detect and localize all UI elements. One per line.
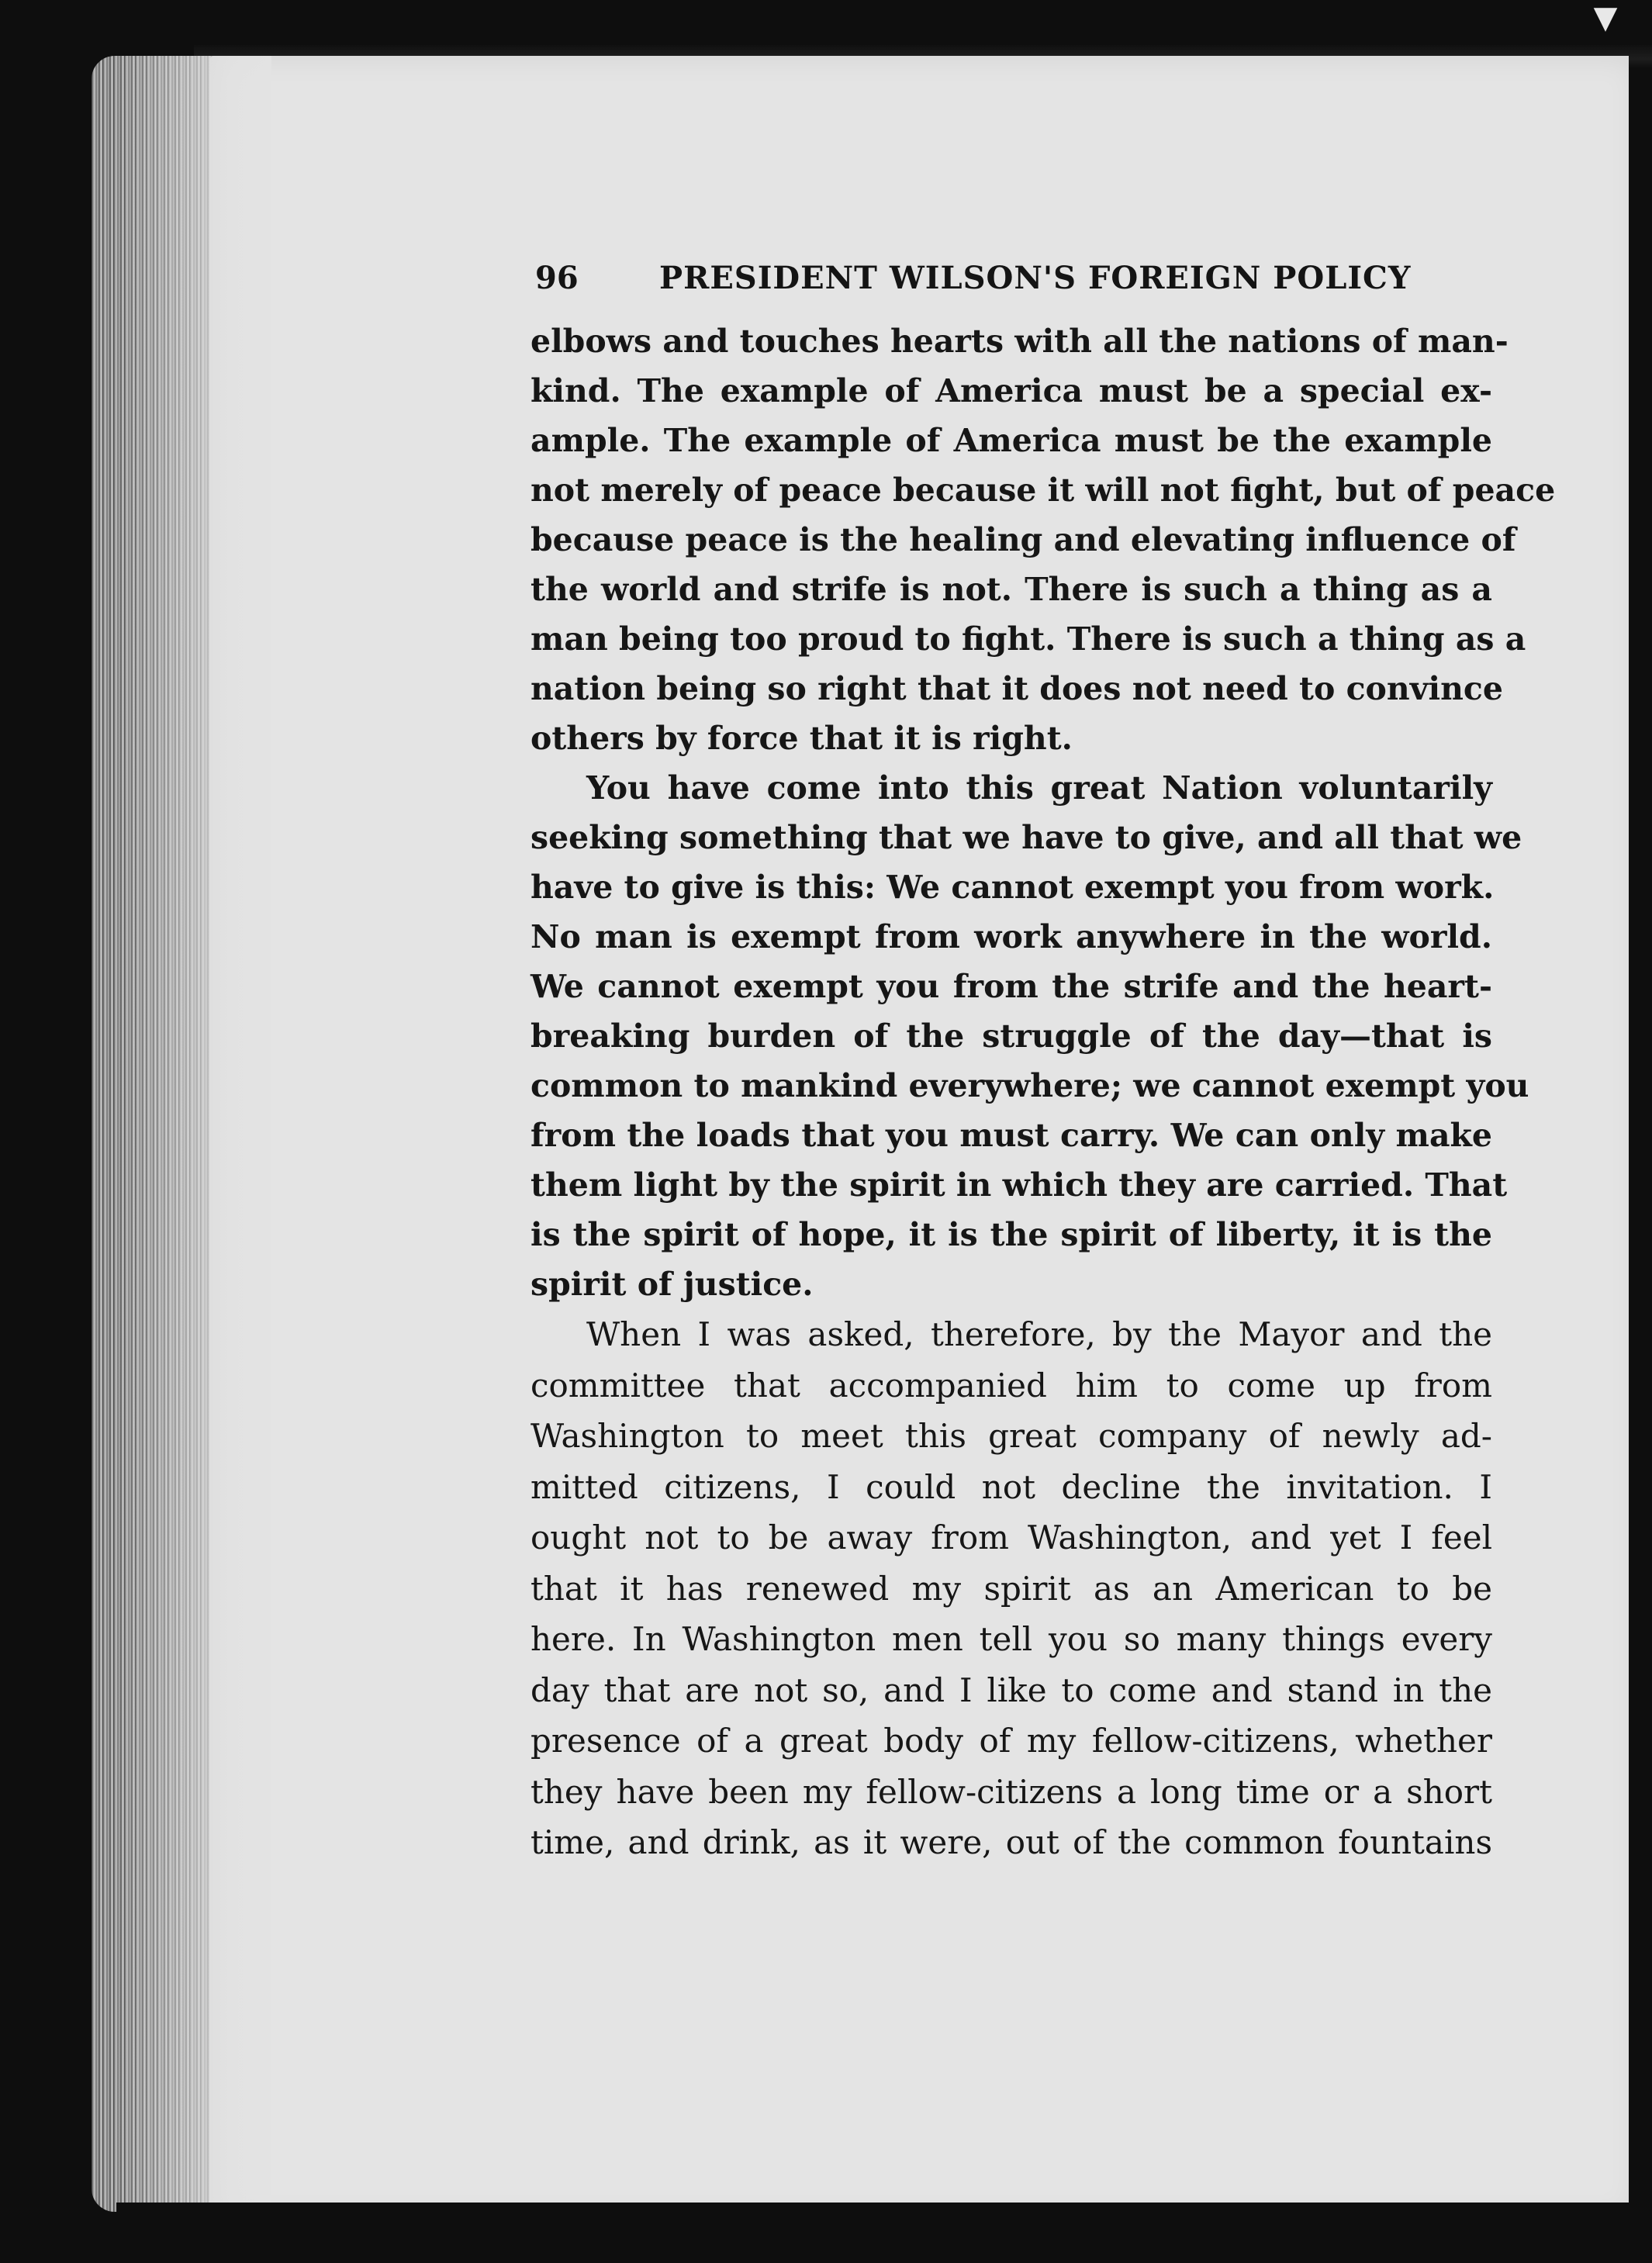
text-line: spirit of justice. <box>531 1266 814 1303</box>
text-line: We cannot exempt you from the strife and the heart- <box>531 968 1492 1005</box>
text-line: from the loads that you must carry. We can only make <box>531 1117 1492 1154</box>
text-line: presence of a great body of my fellow-citizens, whether <box>531 1722 1492 1760</box>
text-line: No man is exempt from work anywhere in the world. <box>531 918 1492 955</box>
text-line: because peace is the healing and elevating influence of <box>531 521 1516 558</box>
bottom-shadow <box>116 2203 1652 2263</box>
text-line: here. In Washington men tell you so many things every <box>531 1620 1492 1658</box>
text-line: common to mankind everywhere; we cannot exempt you <box>531 1067 1529 1104</box>
text-line: elbows and touches hearts with all the nations of man- <box>531 323 1509 360</box>
running-header <box>535 260 1489 306</box>
text-line: is the spirit of hope, it is the spirit of liberty, it is the <box>531 1216 1492 1253</box>
corner-artifact-icon: ▼ <box>1593 0 1618 36</box>
text-line: have to give is this: We cannot exempt you from work. <box>531 869 1495 906</box>
text-line: that it has renewed my spirit as an American to be <box>531 1569 1492 1608</box>
paragraph-1 <box>531 316 1556 763</box>
text-line: man being too proud to fight. There is such a thing as a <box>531 620 1526 658</box>
paragraph-2 <box>531 763 1529 1309</box>
text-line: time, and drink, as it were, out of the common fountains <box>531 1823 1492 1861</box>
text-line: breaking burden of the struggle of the day—that is <box>531 1017 1492 1055</box>
text-line: day that are not so, and I like to come and stand in the <box>531 1670 1492 1709</box>
text-line: not merely of peace because it will not fight, but of peace <box>531 472 1556 509</box>
text-line: ought not to be away from Washington, and yet I feel <box>531 1518 1492 1556</box>
text-line: others by force that it is right. <box>531 720 1073 757</box>
text-line: mitted citizens, I could not decline the invitation. I <box>531 1467 1492 1506</box>
running-title: PRESIDENT WILSON'S FOREIGN POLICY <box>659 260 1412 296</box>
text-line: the world and strife is not. There is such a thing as a <box>531 571 1492 608</box>
text-line: ample. The example of America must be the example <box>531 422 1492 459</box>
text-line: seeking something that we have to give, and all that we <box>531 819 1522 856</box>
text-line: nation being so right that it does not need to convince <box>531 670 1503 707</box>
text-line: You have come into this great Nation voluntarily <box>586 769 1492 807</box>
text-line: kind. The example of America must be a special ex- <box>531 372 1492 409</box>
body-text <box>531 316 1556 1868</box>
text-line: committee that accompanied him to come up from <box>531 1366 1492 1404</box>
text-line: Washington to meet this great company of newly ad- <box>531 1417 1492 1455</box>
text-line: they have been my fellow-citizens a long time or a short <box>531 1772 1492 1811</box>
page-number: 96 <box>535 260 579 296</box>
text-line: When I was asked, therefore, by the Mayor and the <box>586 1315 1492 1353</box>
page-edge-fade <box>116 56 271 2212</box>
text-line: them light by the spirit in which they are carried. That <box>531 1166 1508 1204</box>
paragraph-3 <box>531 1309 1492 1868</box>
